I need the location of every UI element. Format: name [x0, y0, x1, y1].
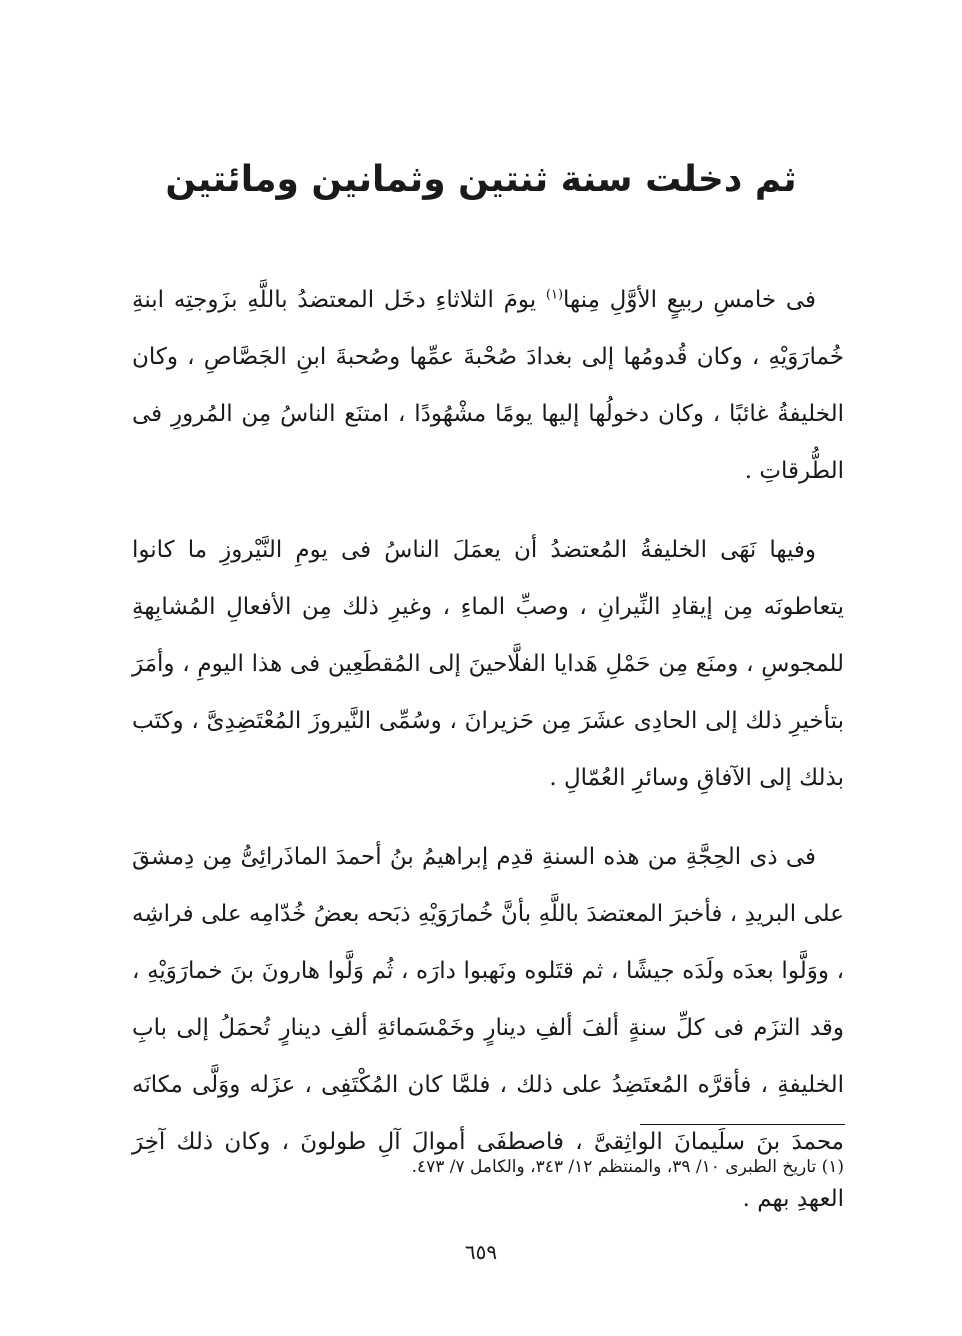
- page-number: ٦٥٩: [464, 1240, 498, 1264]
- chapter-title: ثم دخلت سنة ثنتين وثمانين ومائتين: [165, 159, 797, 200]
- paragraph-2: وفيها نَهَى الخليفةُ المُعتضدُ أن يعمَلَ الناسُ فى يومِ النَّيْروزِ ما كانوا يتعاطونَه مِن إيقادِ النِّيرانِ ، وصبِّ الماءِ ، وغيرِ ذلك مِن الأفعالِ المُشابِهةِ للمجوسِ ، ومنَع مِن حَمْلِ هَدايا الفلَّاحينَ إلى المُقطَعِين فى هذا اليومِ ، وأمَرَ بتأخيرِ ذلك إلى الحادِى عشَرَ مِن حَزيرانَ ، وسُمِّى النَّيروزَ المُعْتَضِدِىَّ ، وكتَب بذلك إلى الآفاقِ وسائرِ العُمّالِ .: [132, 537, 844, 791]
- paragraph-3: فى ذى الحِجَّةِ من هذه السنةِ قدِم إبراهيمُ بنُ أحمدَ الماذَرائِىُّ مِن دِمشقَ على البريدِ ، فأخبرَ المعتضدَ باللَّهِ بأنَّ خُمارَوَيْهِ ذبَحه بعضُ خُدّامِه على فراشِه ، ووَلَّوا بعدَه ولَدَه جيشًا ، ثم قتَلوه ونَهبوا دارَه ، ثُم وَلَّوا هارونَ بنَ خمارَوَيْهِ ، وقد التزَم فى كلِّ سنةٍ ألفَ ألفِ دينارٍ وخَمْسَمائةِ ألفِ دينارٍ تُحمَلُ إلى بابِ الخليفةِ ، فأقرَّه المُعتَضِدُ على ذلك ، فلمَّا كان المُكْتَفِى ، عزَله ووَلَّى مكانَه محمدَ بنَ سلَيمانَ الواثِقىَّ ، فاصطفَى أموالَ آلِ طولونَ ، وكان ذلك آخِرَ العهدِ بهم .: [132, 844, 844, 1212]
- footnote-separator: [640, 1124, 845, 1125]
- paragraph-1-rest: يومَ الثلاثاءِ دخَل المعتضدُ باللَّهِ بزَوجتِه ابنةِ خُمارَوَيْهِ ، وكان قُدومُها إلى بغدادَ صُحْبةَ عمِّها وصُحبةَ ابنِ الجَصَّاصِ ، وكان الخليفةُ غائبًا ، وكان دخولُها إليها يومًا مشْهُودًا ، امتنَع الناسُ مِن المُرورِ فى الطُّرقاتِ .: [132, 287, 844, 484]
- paragraph-1: [132, 272, 844, 500]
- main-text: [132, 272, 844, 1250]
- footnote-reference: (١): [545, 287, 564, 303]
- paragraph-1-opening: فى خامسِ ربيعٍ الأوَّلِ مِنها: [563, 287, 816, 313]
- footnote: (١) تاريخ الطبرى ١٠/ ٣٩، والمنتظم ١٢/ ٣٤٣، والكامل ٧/ ٤٧٣.: [411, 1157, 844, 1177]
